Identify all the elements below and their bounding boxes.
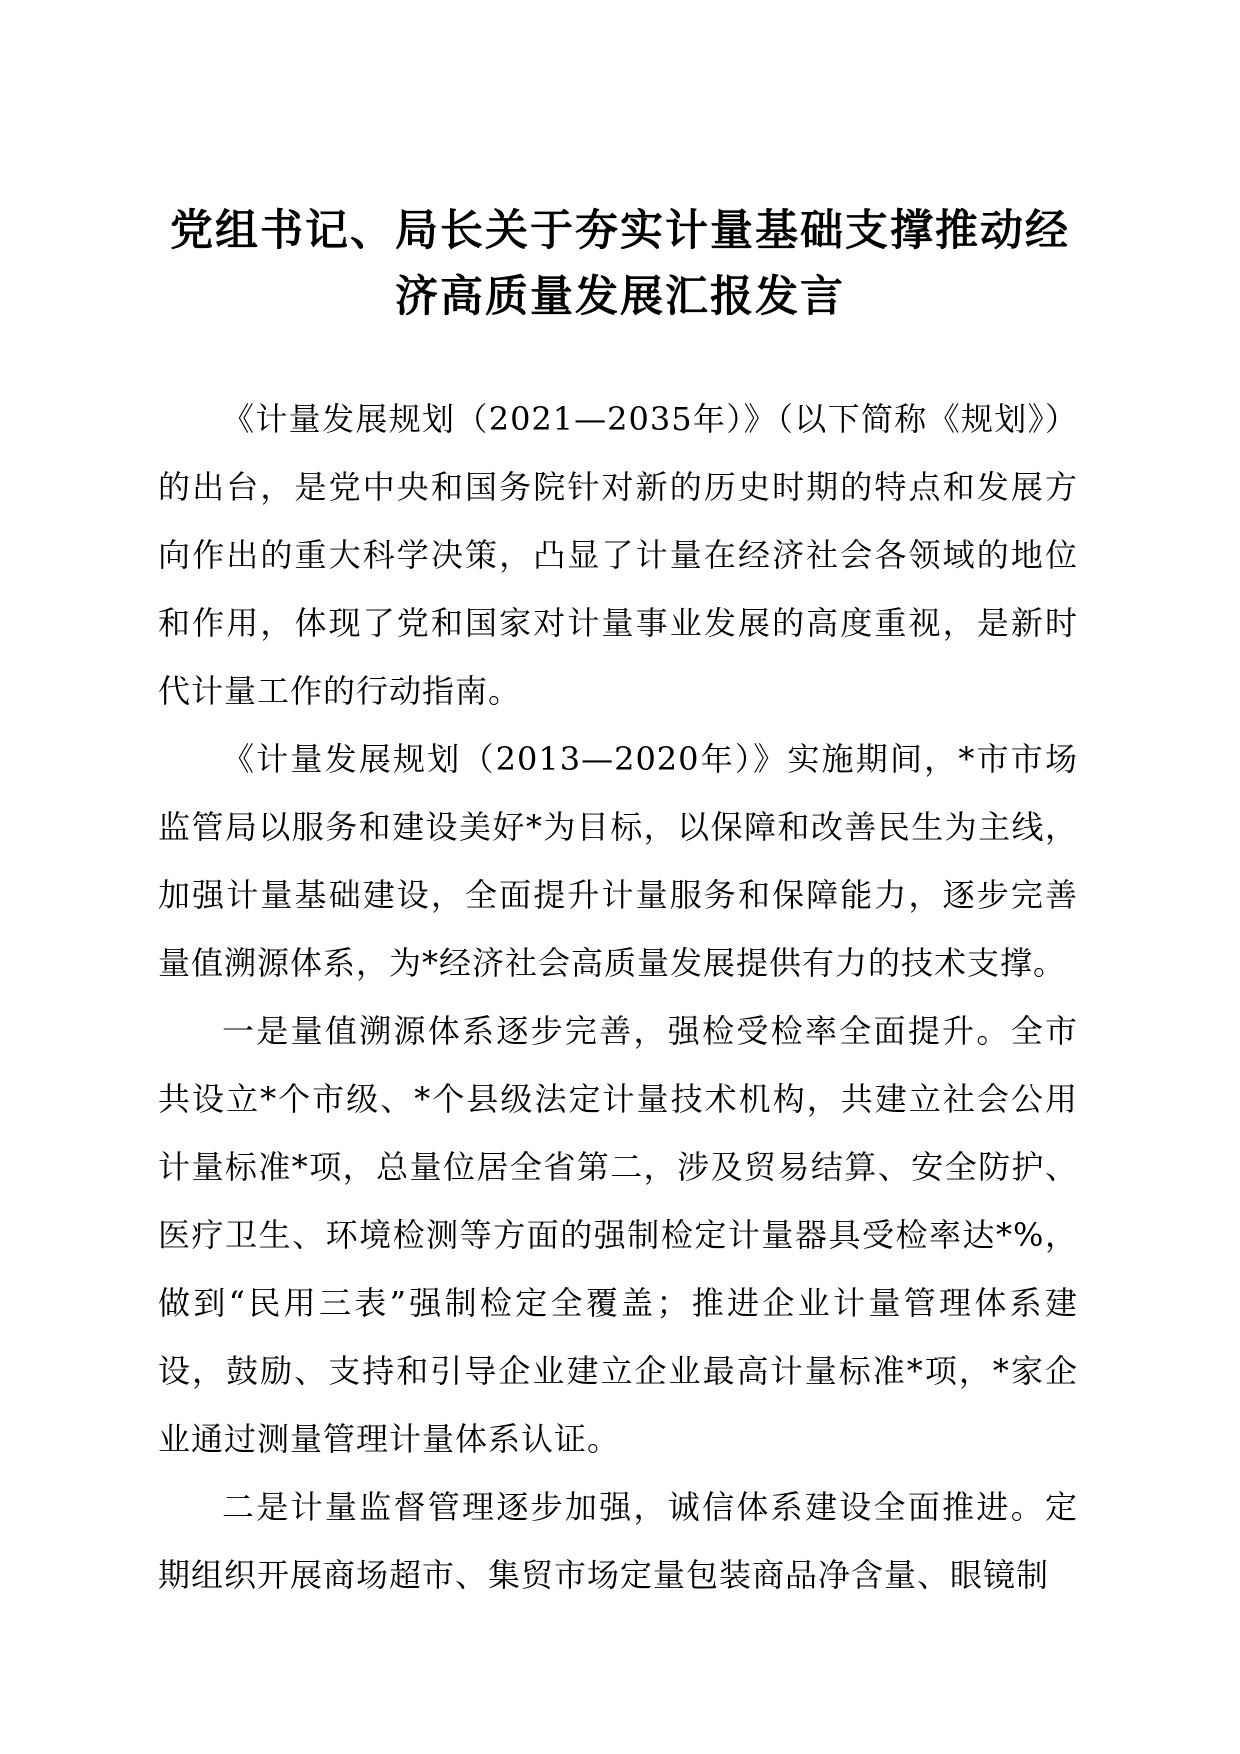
title-line-1: 党组书记、局长关于夯实计量基础支撑推动经 <box>170 206 1070 256</box>
title-line-2: 济高质量发展汇报发言 <box>395 272 845 322</box>
paragraph-4: 二是计量监督管理逐步加强，诚信体系建设全面推进。定期组织开展商场超市、集贸市场定量包装商品净含量、眼镜制 <box>158 1488 1078 1594</box>
document-title <box>150 198 1090 330</box>
paragraph-1: 《计量发展规划（2021—2035年）》（以下简称《规划》）的出台，是党中央和国务院针对新的历史时期的特点和发展方向作出的重大科学决策，凸显了计量在经济社会各领域的地位和作用，体现了党和国家对计量事业发展的高度重视，是新时代计量工作的行动指南。 <box>158 400 1078 710</box>
document-body <box>158 385 1078 1609</box>
paragraph-2: 《计量发展规划（2013—2020年）》实施期间，*市市场监管局以服务和建设美好*为目标，以保障和改善民生为主线，加强计量基础建设，全面提升计量服务和保障能力，逐步完善量值溯源体系，为*经济社会高质量发展提供有力的技术支撑。 <box>158 740 1078 982</box>
paragraph-3: 一是量值溯源体系逐步完善，强检受检率全面提升。全市共设立*个市级、*个县级法定计量技术机构，共建立社会公用计量标准*项，总量位居全省第二，涉及贸易结算、安全防护、医疗卫生、环境检测等方面的强制检定计量器具受检率达*%，做到“民用三表”强制检定全覆盖；推进企业计量管理体系建设，鼓励、支持和引导企业建立企业最高计量标准*项，*家企业通过测量管理计量体系认证。 <box>158 1012 1078 1458</box>
